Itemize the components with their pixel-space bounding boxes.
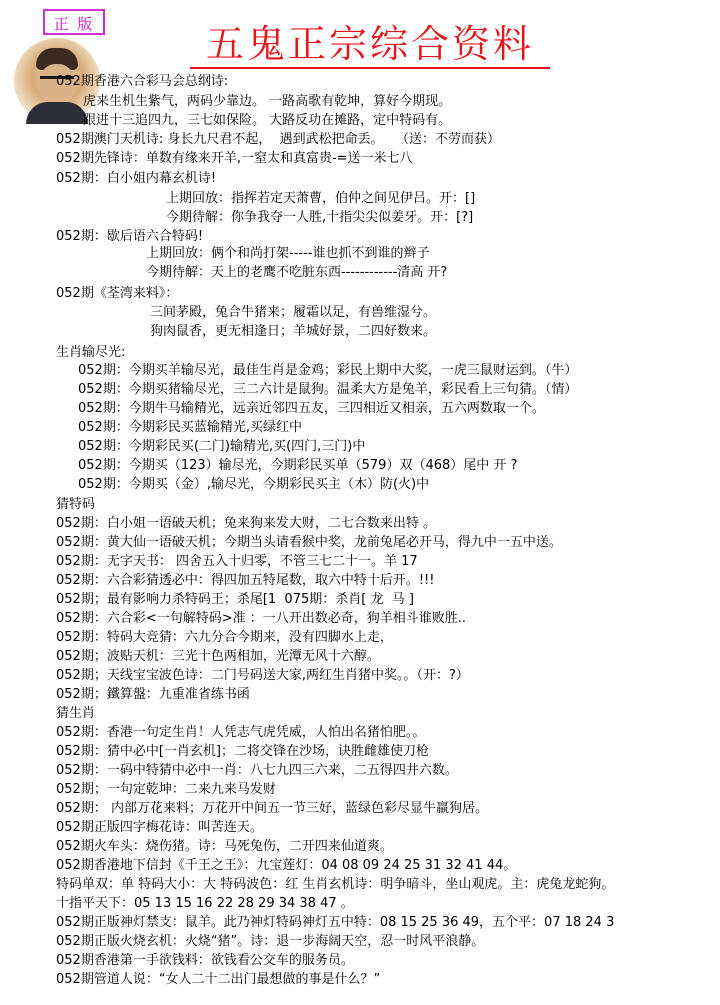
text-line: 052期：今期买羊输尽光，最佳生肖是金鸡；彩民上期中大奖，一虎三鼠财运到。（牛） [78,363,578,378]
text-line: 十指平天下：05 13 15 16 22 28 29 34 38 47 。 [56,896,354,911]
text-line: 052期正版火烧玄机：火烧“猪”。诗：退一步海阔天空，忍一时风平浪静。 [56,934,485,949]
text-line: 052期；天线宝宝波色诗：二门号码送大家,两红生肖猪中奖。。（开：?） [56,668,469,683]
text-line: 跟进十三追四九，三七如保险。 大路反功在摊路，定中特码有。 [83,113,452,128]
text-line: 052期：今期牛马输精光，远亲近邻四五友，三四相近又相亲，五六两数取一个。 [78,401,545,416]
section-heading: 生肖输尽光: [56,345,126,360]
text-line: 052期：白小姐一语破天机；兔来狗来发大财，二七合数来出特 。 [56,516,436,531]
text-line: 三间茅殿，兔合牛猪来；履霜以足，有兽维湿兮。 [150,305,437,320]
text-line: 052期《荃湾来料》： [56,286,179,301]
text-line: 052期：六合彩<一句解特码>准 ：一八开出数必奇，狗羊相斗谁败胜.. [56,611,466,626]
text-line: 052期：今期彩民买(二门)输精光,买(四门,三门)中 [78,439,366,454]
text-line: 052期：香港一句定生肖！人凭志气虎凭威，人怕出名猪怕肥。。 [56,725,426,740]
text-line: 052期：无字天书： 四舍五入十归零，不管三七二十一。羊 17 [56,554,418,569]
text-line: 052期：歇后语六合特码! [56,229,204,244]
page-title: 五鬼正宗综合资料 [190,21,550,69]
text-line: 052期：今期买猪输尽光，三二六计是鼠狗。温柔大方是兔羊，彩民看上三句猜。（情） [78,382,578,397]
text-line: 052期：今期买（123）输尽光，今期彩民买单（579）双（468）尾中 开 ? [78,458,518,473]
text-line: 052期香港地下信封《千王之王》：九宝莲灯：04 08 09 24 25 31 32 41 44。 [56,858,517,873]
text-line: 虎来生机生紫气，两码少靠边。 一路高歌有乾坤，算好今期现。 [83,94,452,109]
text-line: 052期：黄大仙一语破天机；今期当头请看猴中奖，龙前兔尾必开马，得九中一五中送。 [56,535,562,550]
text-line: 052期：六合彩猜透必中：得四加五特尾数，取六中特十后开。!!! [56,573,435,588]
text-line: 今期待解：天上的老鹰不吃脏东西------------清高 开? [146,265,448,280]
text-line: 052期正版四字梅花诗：叫苦连天。 [56,820,263,835]
text-line: 狗肉鼠香，更无相逢日；羊城好景，二四好数来。 [150,324,437,339]
text-line: 052期正版神灯禁支：鼠羊。此乃神灯特码神灯五中特：08 15 25 36 49，五个平：07 18 24 3 [56,915,615,930]
text-line: 上期回放：指挥若定天萧曹，伯仲之间见伊吕。开：[] [166,191,476,206]
text-line: 052期；波贴天机：三光十色两相加，光潭无风十六醇。 [56,649,380,664]
text-line: 052期火车头：烧伤猪。诗：马死兔伤，二开四来仙道爽。 [56,839,393,854]
text-line: 上期回放：俩个和尚打架-----谁也抓不到谁的辫子 [146,246,430,261]
text-line: 特码单双：单 特码大小：大 特码波色：红 生肖玄机诗：明争暗斗，坐山观虎。主：虎兔龙蛇狗。 [56,877,615,892]
section-heading: 猜特码 [56,497,96,512]
text-line: 052期：一码中特猜中必中一肖：八七九四三六来，二五得四井六数。 [56,763,458,778]
text-line: 052期： 内部万花来料；万花开中间五一节三好，蓝绿色彩尽显牛羸狗居。 [56,801,488,816]
section-heading: 猜生肖 [56,706,96,721]
text-line: 052期：猜中必中[一肖玄机]；二将交锋在沙场，诀胜雌雄使刀枪 [56,744,429,759]
genuine-badge: 正 版 [43,9,105,35]
text-line: 052期；最有影响力杀特码王；杀尾[1 075期：杀肖[ 龙 马 ] [56,592,414,607]
text-line: 052期香港第一手欲钱料：欲钱看公交车的服务员。 [56,953,354,968]
text-line: 今期待解：你争我夺一人胜,十指尖尖似姜牙。开：[?] [166,210,474,225]
text-line: 052期先锋诗：单数有缘来开羊,一窒太和真富贵-=送一米七八 [56,151,413,166]
text-line: 052期：今期彩民买蓝输精光,买绿红中 [78,420,302,435]
text-line: 052期；鐵算盤：九重准省练书函 [56,687,250,702]
text-line: 052期：今期买（金）,输尽光，今期彩民买主（木）防(火)中 [78,477,430,492]
text-line: 052期：特码大竞猜：六九分合今期来，没有四脚水上走， [56,630,393,645]
text-line: 052期香港六合彩马会总纲诗: [56,74,229,89]
text-line: 052期；一句定乾坤：二来九来马发财 [56,782,276,797]
text-line: 052期澳门天机诗: 身长九尺君不起， 遇到武松把命丢。 （送：不劳而获） [56,132,500,147]
text-line: 052期管道人说：“女人二十二出门最想做的事是什么？” [56,972,381,987]
text-line: 052期：白小姐内幕玄机诗! [56,171,217,186]
